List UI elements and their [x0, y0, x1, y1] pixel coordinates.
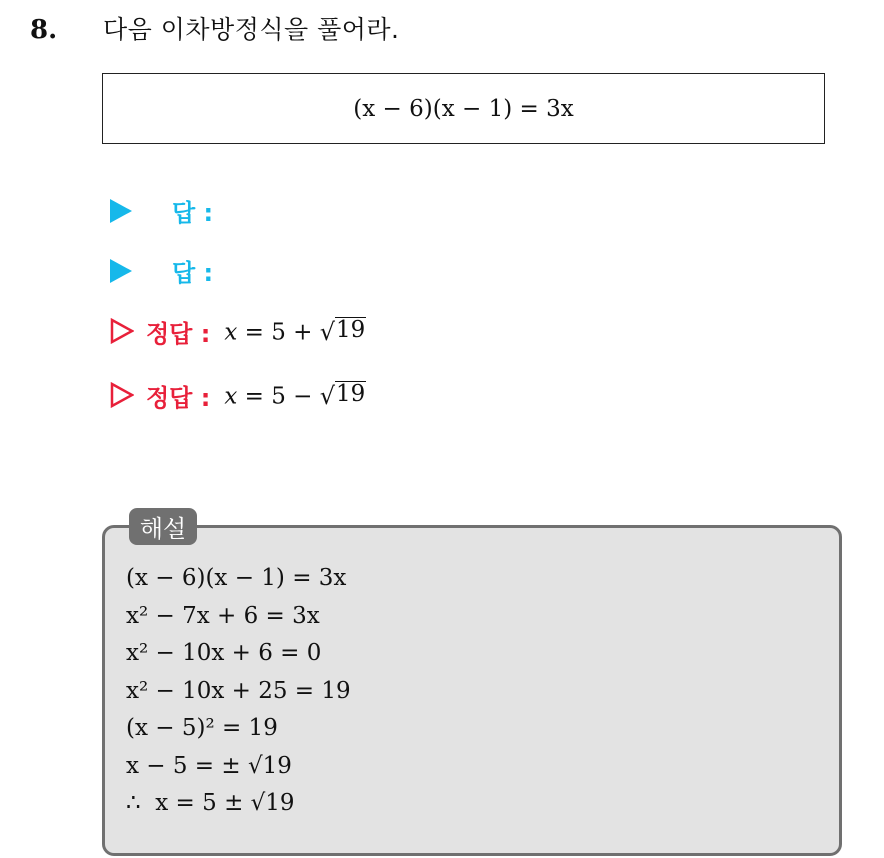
- problem-box: [102, 73, 825, 144]
- answer-blank-label: 답 :: [172, 198, 214, 227]
- explanation-step: (x − 5)² = 19: [126, 715, 278, 741]
- explanation-step: x − 5 = ± √19: [126, 752, 292, 779]
- answer-blank-row-2: [110, 253, 213, 287]
- explanation-step: ∴ x = 5 ± √19: [126, 790, 295, 816]
- correct-answer-label: 정답 :: [146, 319, 211, 348]
- answer-radicand: 19: [336, 316, 366, 343]
- correct-answer-row-1: [110, 314, 366, 348]
- explanation-step: x² − 10x + 6 = 0: [126, 640, 322, 666]
- explanation-step: x² − 7x + 6 = 3x: [126, 602, 320, 629]
- play-triangle-filled-icon: [110, 259, 132, 283]
- problem-equation: (x − 6)(x − 1) = 3x: [353, 95, 574, 122]
- correct-answer-expression: [224, 381, 366, 409]
- play-triangle-outline-icon: [110, 318, 134, 344]
- answer-variable: x: [224, 319, 238, 346]
- sqrt-symbol: √ 19: [319, 316, 366, 347]
- explanation-steps: [126, 560, 351, 823]
- answer-rhs: = 5 −: [237, 383, 320, 410]
- explanation-tag: 해설: [129, 508, 197, 545]
- answer-blank-label: 답 :: [172, 258, 214, 287]
- correct-answer-expression: [224, 317, 366, 345]
- sqrt-symbol: √ 19: [319, 380, 366, 411]
- answer-radicand: 19: [336, 380, 366, 407]
- answer-rhs: = 5 +: [237, 319, 320, 346]
- correct-answer-label: 정답 :: [146, 383, 211, 412]
- play-triangle-filled-icon: [110, 199, 132, 223]
- explanation-step: (x − 6)(x − 1) = 3x: [126, 565, 347, 591]
- play-triangle-outline-icon: [110, 382, 134, 408]
- answer-variable: x: [224, 383, 238, 410]
- correct-answer-row-2: [110, 378, 366, 412]
- answer-blank-row-1: [110, 193, 213, 227]
- question-number: 8.: [30, 15, 58, 45]
- question-text: 다음 이차방정식을 풀어라.: [103, 15, 400, 44]
- explanation-step: x² − 10x + 25 = 19: [126, 677, 351, 704]
